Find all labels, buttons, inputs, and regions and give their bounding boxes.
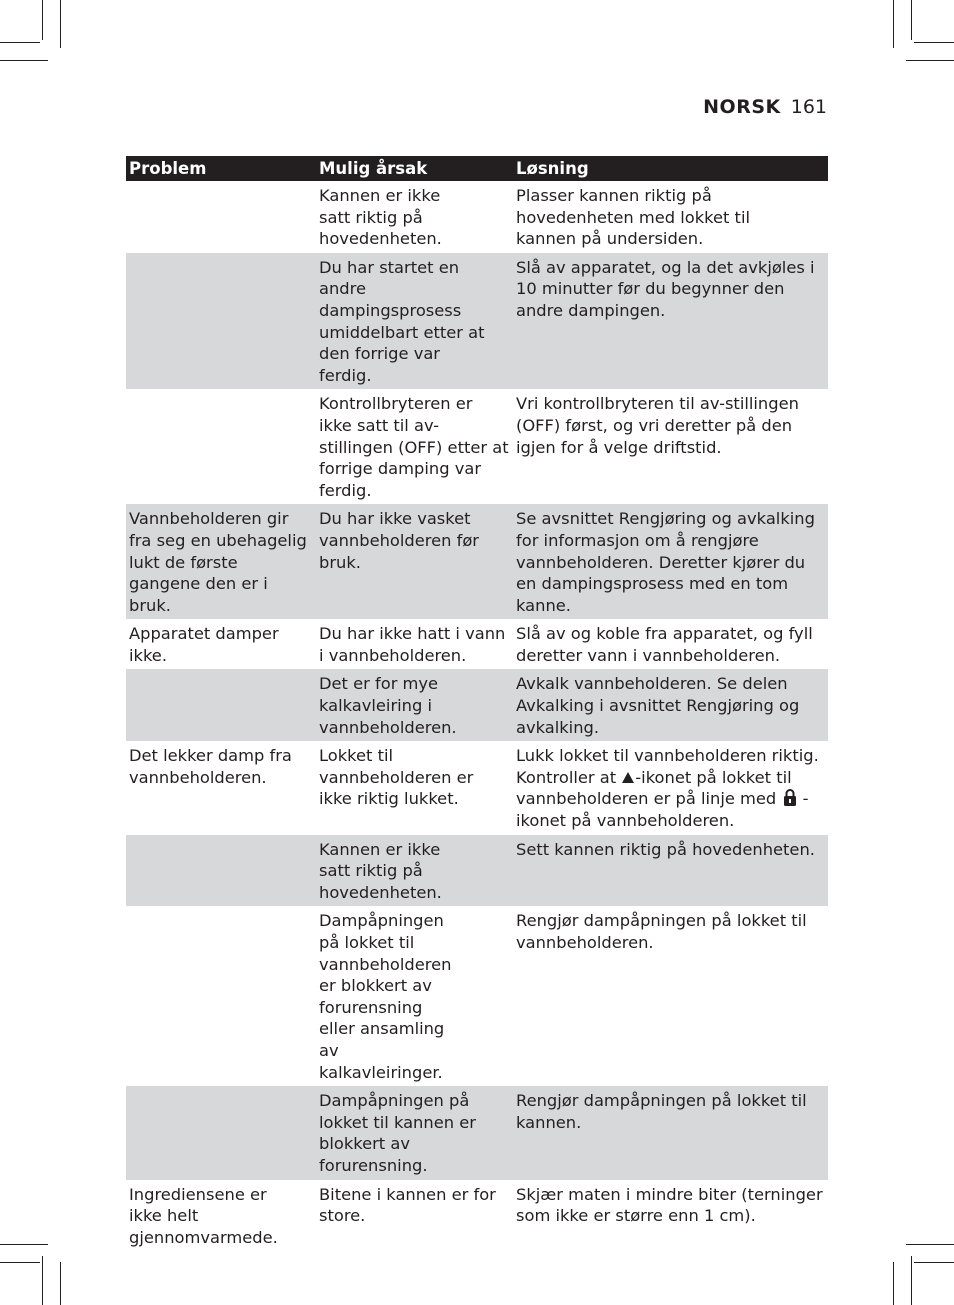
solution-cell [513,741,828,834]
crop-mark [893,0,894,48]
cause-cell: Kannen er ikke satt riktig på hovedenheten. [316,835,513,907]
solution-cell: Plasser kannen riktig på hovedenheten med lokket til kannen på undersiden. [516,186,750,249]
solution-text-part: Lukk lokket til vannbeholderen riktig. Kontroller at [516,746,819,787]
table-row [126,741,828,834]
lock-icon [783,789,797,806]
solution-cell: Rengjør dampåpningen på lokket til kannen. [513,1086,828,1179]
table-row [126,669,828,741]
triangle-up-icon [622,772,634,783]
problem-cell [126,253,316,390]
cause-cell: Du har startet en andre dampingsprosess umiddelbart etter at den forrige var ferdig. [316,253,513,390]
crop-mark [42,1256,43,1305]
cause-cell: Du har ikke vasket vannbeholderen før bruk. [316,504,513,619]
problem-cell: Det lekker damp fra vannbeholderen. [129,746,292,787]
solution-cell: Sett kannen riktig på hovedenheten. [513,835,828,907]
problem-cell: Apparatet damper ikke. [129,624,279,665]
crop-mark [911,0,912,40]
table-row [126,253,828,390]
troubleshooting-table [126,156,828,1251]
cause-cell: Lokket til vannbeholderen er ikke riktig lukket. [319,746,474,809]
crop-mark [42,0,43,40]
page-header [703,96,827,118]
crop-mark [0,60,48,61]
header-solution: Løsning [513,156,828,181]
table-row [126,619,828,669]
problem-cell: Ingrediensene er ikke helt gjennomvarmede. [129,1184,278,1247]
table-row [126,181,828,253]
cause-cell: Det er for mye kalkavleiring i vannbeholderen. [316,669,513,741]
cause-cell: Kannen er ikke satt riktig på hovedenheten. [319,186,442,249]
crop-mark [0,1244,48,1245]
table-row [126,504,828,619]
crop-mark [893,1262,894,1305]
header-problem: Problem [126,156,316,181]
header-cause: Mulig årsak [316,156,513,181]
solution-cell: Avkalk vannbeholderen. Se delen Avkalking i avsnittet Rengjøring og avkalking. [513,669,828,741]
solution-text-part: -ikonet på lokket til vannbeholderen er på linje med [516,767,792,809]
problem-cell [126,389,316,504]
crop-mark [914,42,954,43]
solution-cell: Vri kontrollbryteren til av-stillingen (OFF) først, og vri deretter på den igjen for å velge driftstid. [516,394,799,457]
table-row [126,1086,828,1179]
table-row [126,1180,828,1252]
crop-mark [914,1262,954,1263]
problem-cell [126,669,316,741]
solution-cell: Rengjør dampåpningen på lokket til vannbeholderen. [516,911,807,952]
problem-cell [126,906,316,1086]
cause-cell: Bitene i kannen er for store. [319,1184,496,1226]
table-row [126,835,828,907]
cause-cell: Du har ikke hatt i vann i vannbeholderen. [319,624,506,665]
crop-mark [906,1244,954,1245]
solution-cell: Slå av apparatet, og la det avkjøles i 10 minutter før du begynner den andre dampingen. [513,253,828,390]
cause-cell: Kontrollbryteren er ikke satt til av-stillingen (OFF) etter at forrige damping var ferdig. [319,394,509,500]
crop-mark [911,1256,912,1305]
crop-mark [60,0,61,48]
solution-cell: Skjær maten i mindre biter (terninger som ikke er større enn 1 cm). [516,1184,823,1226]
crop-mark [0,42,40,43]
table-row [126,906,828,1086]
problem-cell [126,1086,316,1179]
problem-cell: Vannbeholderen gir fra seg en ubehagelig lukt de første gangene den er i bruk. [126,504,316,619]
problem-cell [126,835,316,907]
page-number: 161 [790,96,827,118]
crop-mark [906,60,954,61]
cause-cell: Dampåpningen på lokket til kannen er blokkert av forurensning. [316,1086,513,1179]
crop-mark [0,1262,40,1263]
cause-cell: Dampåpningen på lokket til vannbeholderen er blokkert av forurensning eller ansamling av kalkavleiringer. [319,911,452,1082]
table-header-row [126,156,828,181]
solution-text-part: -ikonet på vannbeholderen. [516,789,809,831]
solution-cell: Se avsnittet Rengjøring og avkalking for informasjon om å rengjøre vannbeholderen. Deretter kjører du en dampingsprosess med en tom kanne. [513,504,828,619]
crop-mark [60,1262,61,1305]
solution-cell: Slå av og koble fra apparatet, og fyll deretter vann i vannbeholderen. [516,624,813,665]
problem-cell [126,181,316,253]
table-row [126,389,828,504]
language-label: NORSK [703,96,781,118]
